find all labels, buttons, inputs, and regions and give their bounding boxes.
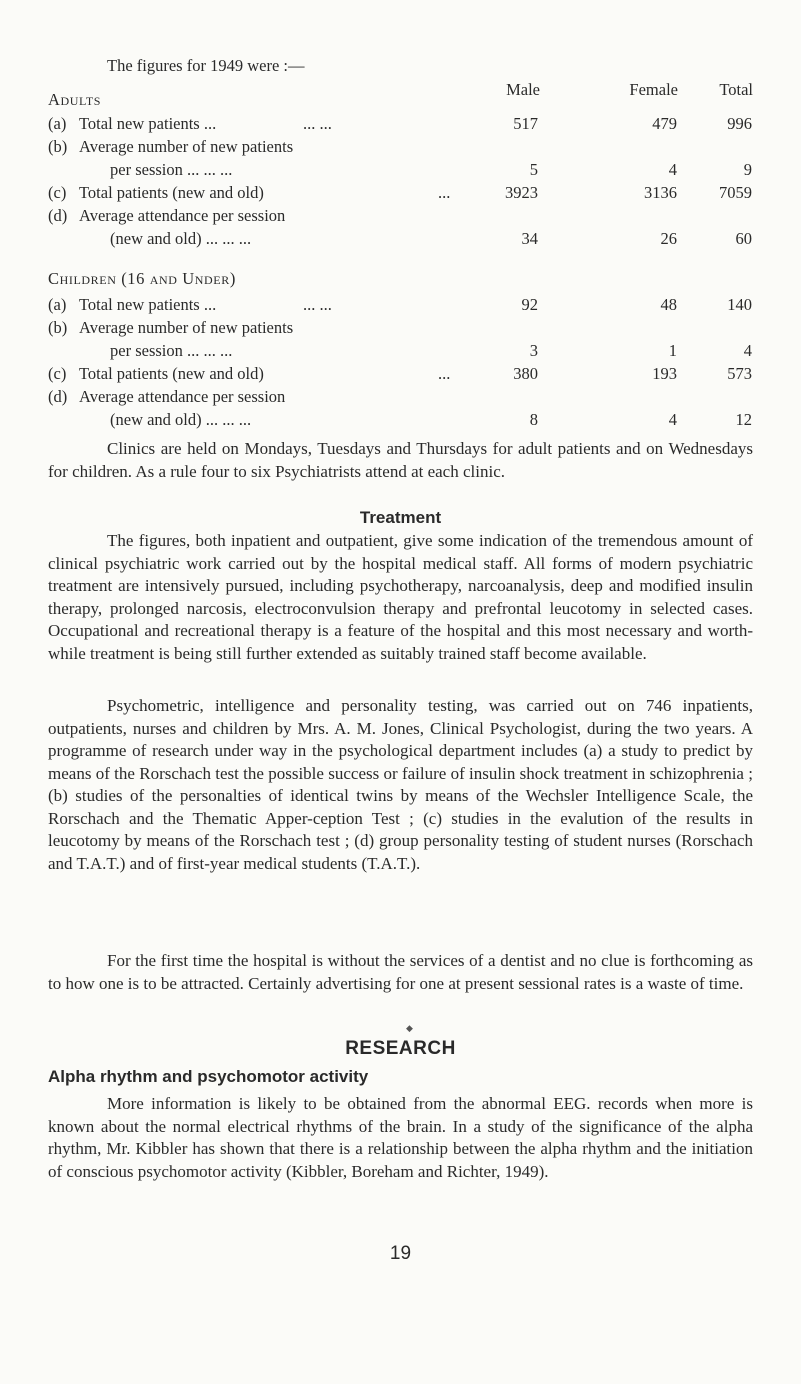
row-leader: ...: [438, 183, 451, 202]
cell-male: 34: [521, 229, 538, 248]
row-label: Average attendance per session: [79, 387, 286, 406]
cell-total: 573: [727, 364, 752, 383]
cell-total: 9: [743, 160, 752, 179]
row-label-continued: (new and old) ... ... ...: [110, 410, 252, 429]
treatment-paragraph-3: For the first time the hospital is without the services of a dentist and no clue is forthcoming as to how one is to be attracted. Certainly advertising for one at present sessional rates is a waste of time.: [48, 951, 753, 993]
table-row: [0, 113, 801, 135]
row-label: Total new patients ...: [79, 114, 217, 133]
table-row-continuation: [0, 228, 801, 250]
cell-female: 4: [668, 160, 677, 179]
table-row: [0, 182, 801, 204]
row-label: Total new patients ...: [79, 295, 217, 314]
row-letter: (d): [48, 387, 68, 406]
column-header-female: Female: [629, 80, 678, 99]
row-letter: (b): [48, 318, 68, 337]
section-separator-icon: ◆: [406, 1023, 413, 1033]
table-row: [0, 317, 801, 339]
cell-female: 479: [652, 114, 677, 133]
research-paragraph: More information is likely to be obtained from the abnormal EEG. records when more is known about the normal electrical rhythms of the brain. In a study of the significance of the alpha rhythm, Mr. Kibbler has shown that there is a relationship between the alpha rhythm and the initiation of conscious psychomotor activity (Kibbler, Boreham and Richter, 1949).: [48, 1094, 753, 1181]
adults-heading: Adults: [48, 90, 102, 109]
row-label: Total patients (new and old): [79, 364, 264, 383]
cell-total: 4: [743, 341, 752, 360]
cell-female: 193: [652, 364, 677, 383]
cell-female: 4: [668, 410, 677, 429]
table-row-continuation: [0, 340, 801, 362]
table-row-continuation: [0, 159, 801, 181]
cell-total: 140: [727, 295, 752, 314]
row-leader: ... ...: [303, 114, 332, 133]
row-letter: (a): [48, 114, 67, 133]
cell-male: 5: [529, 160, 538, 179]
table-row-continuation: [0, 409, 801, 431]
cell-male: 517: [513, 114, 538, 133]
cell-female: 1: [668, 341, 677, 360]
row-letter: (c): [48, 364, 67, 383]
table-row: [0, 363, 801, 385]
cell-male: 92: [521, 295, 538, 314]
row-label: Average number of new patients: [79, 318, 294, 337]
cell-total: 60: [735, 229, 752, 248]
row-letter: (b): [48, 137, 68, 156]
column-header-total: Total: [719, 80, 753, 99]
page-number: 19: [389, 1243, 412, 1264]
row-label-continued: per session ... ... ...: [110, 341, 233, 360]
cell-male: 3923: [505, 183, 538, 202]
row-label: Average attendance per session: [79, 206, 286, 225]
row-letter: (a): [48, 295, 67, 314]
table-row: [0, 294, 801, 316]
treatment-heading: Treatment: [359, 508, 442, 527]
cell-total: 996: [727, 114, 752, 133]
column-header-male: Male: [506, 80, 540, 99]
cell-female: 48: [660, 295, 677, 314]
row-leader: ...: [438, 364, 451, 383]
treatment-paragraph-1: The figures, both inpatient and outpatient, give some indication of the tremendous amount of clinical psychiatric work carried out by the hospital medical staff. All forms of modern psychiatric treatment are intensively pursued, including psychotherapy, narcoanalysis, deep and modified insulin therapy, prolonged narcosis, electroconvulsion therapy and prefrontal leucotomy in selected cases. Occupational and recreational therapy is a feature of the hospital and this most necessary and worth-while treatment is being still further extended as suitably trained staff become available.: [48, 531, 753, 663]
row-letter: (d): [48, 206, 68, 225]
row-letter: (c): [48, 183, 67, 202]
cell-male: 380: [513, 364, 538, 383]
intro-line: The figures for 1949 were :—: [107, 56, 305, 75]
cell-total: 7059: [719, 183, 752, 202]
cell-female: 3136: [644, 183, 677, 202]
cell-male: 8: [529, 410, 538, 429]
clinics-paragraph: Clinics are held on Mondays, Tuesdays and Thursdays for adult patients and on Wednesdays for children. As a rule four to six Psychiatrists attend at each clinic.: [48, 439, 753, 481]
table-row: [0, 136, 801, 158]
research-heading: RESEARCH: [345, 1038, 456, 1059]
row-label-continued: (new and old) ... ... ...: [110, 229, 252, 248]
row-label-continued: per session ... ... ...: [110, 160, 233, 179]
cell-total: 12: [735, 410, 752, 429]
children-heading: Children (16 and Under): [48, 269, 236, 288]
cell-male: 3: [529, 341, 538, 360]
research-subheading: Alpha rhythm and psychomotor activity: [48, 1067, 369, 1086]
row-label: Average number of new patients: [79, 137, 294, 156]
treatment-paragraph-2: Psychometric, intelligence and personality testing, was carried out on 746 inpatients, outpatients, nurses and children by Mrs. A. M. Jones, Clinical Psychologist, during the two years. A programme of research under way in the psychological department includes (a) a study to predict by means of the Rorschach test the possible success or failure of insulin shock treatment in schizophrenia ; (b) studies of the personalties of identical twins by means of the Wechsler Intelligence Scale, the Rorschach and the Thematic Apper-ception Test ; (c) studies in the evalution of the results in leucotomy by means of the Rorschach test ; (d) group personality testing of student nurses (Rorschach and T.A.T.) and of first-year medical students (T.A.T.).: [48, 696, 753, 873]
table-row: [0, 205, 801, 227]
cell-female: 26: [660, 229, 677, 248]
row-leader: ... ...: [303, 295, 332, 314]
row-label: Total patients (new and old): [79, 183, 264, 202]
table-row: [0, 386, 801, 408]
